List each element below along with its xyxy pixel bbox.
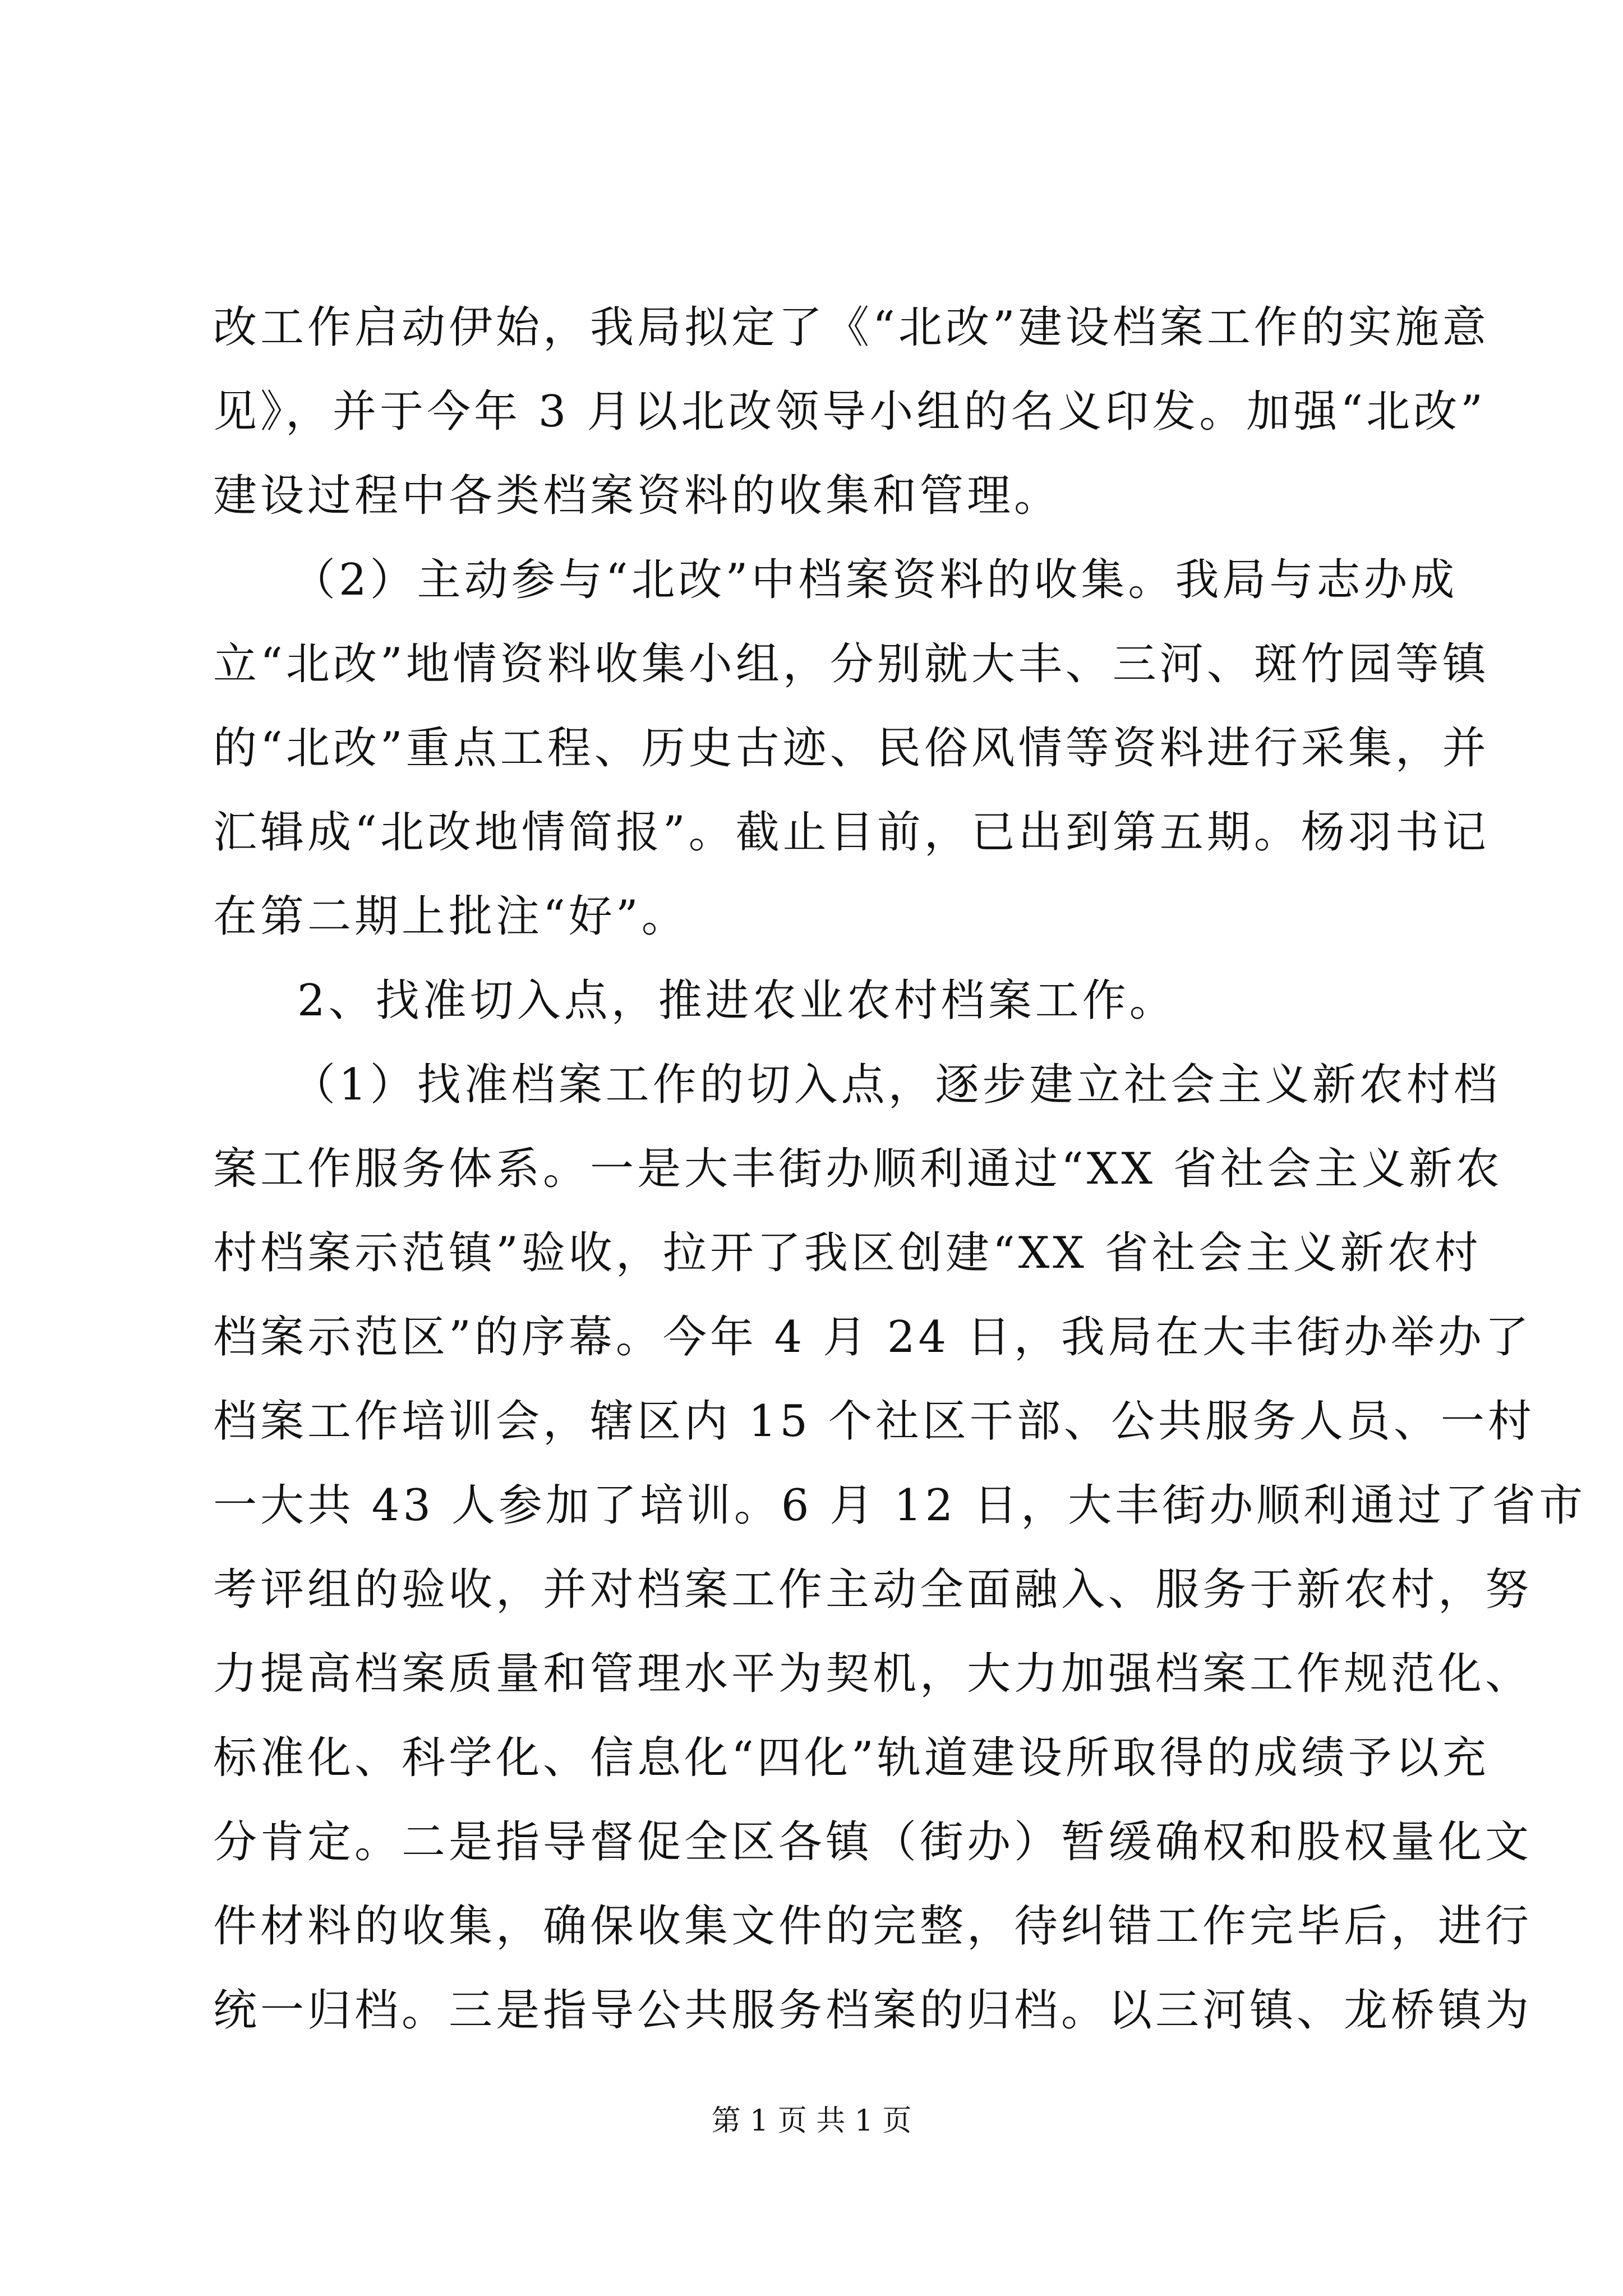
text-line: 标准化、科学化、信息化“四化”轨道建设所取得的成绩予以充 [213, 1733, 1490, 1783]
text-line: 力提高档案质量和管理水平为契机，大力加强档案工作规范化、 [213, 1649, 1533, 1699]
section-heading: 2、找准切入点，推进农业农村档案工作。 [297, 976, 1177, 1026]
text-line: 在第二期上批注“好”。 [213, 891, 689, 942]
text-line: 改工作启动伊始，我局拟定了《“北改”建设档案工作的实施意 [213, 302, 1490, 353]
paragraph-first-line: （1）找准档案工作的切入点，逐步建立社会主义新农村档 [292, 1060, 1501, 1110]
text-line: 统一归档。三是指导公共服务档案的归档。以三河镇、龙桥镇为 [213, 1985, 1533, 2036]
text-line: 汇辑成“北改地情简报”。截止目前，已出到第五期。杨羽书记 [213, 807, 1490, 858]
text-line: 档案工作培训会，辖区内 15 个社区干部、公共服务人员、一村 [213, 1396, 1535, 1447]
text-line: 件材料的收集，确保收集文件的完整，待纠错工作完毕后，进行 [213, 1901, 1533, 1952]
text-line: 建设过程中各类档案资料的收集和管理。 [213, 471, 1062, 521]
text-line: 一大共 43 人参加了培训。6 月 12 日，大丰街办顺利通过了省市 [213, 1480, 1587, 1531]
text-line: 立“北改”地情资料收集小组，分别就大丰、三河、斑竹园等镇 [213, 639, 1490, 689]
text-line: 见》，并于今年 3 月以北改领导小组的名义印发。加强“北改” [213, 386, 1486, 437]
page-footer: 第 1 页 共 1 页 [711, 2104, 912, 2138]
text-line: 村档案示范镇”验收，拉开了我区创建“XX 省社会主义新农村 [213, 1228, 1482, 1278]
paragraph-first-line: （2）主动参与“北改”中档案资料的收集。我局与志办成 [292, 555, 1458, 605]
text-line: 的“北改”重点工程、历史古迹、民俗风情等资料进行采集，并 [213, 723, 1490, 774]
text-line: 考评组的验收，并对档案工作主动全面融入、服务于新农村，努 [213, 1565, 1533, 1615]
text-line: 案工作服务体系。一是大丰街办顺利通过“XX 省社会主义新农 [213, 1144, 1503, 1194]
text-line: 分肯定。二是指导督促全区各镇（街办）暂缓确权和股权量化文 [213, 1817, 1533, 1867]
text-line: 档案示范区”的序幕。今年 4 月 24 日，我局在大丰街办举办了 [213, 1312, 1532, 1363]
